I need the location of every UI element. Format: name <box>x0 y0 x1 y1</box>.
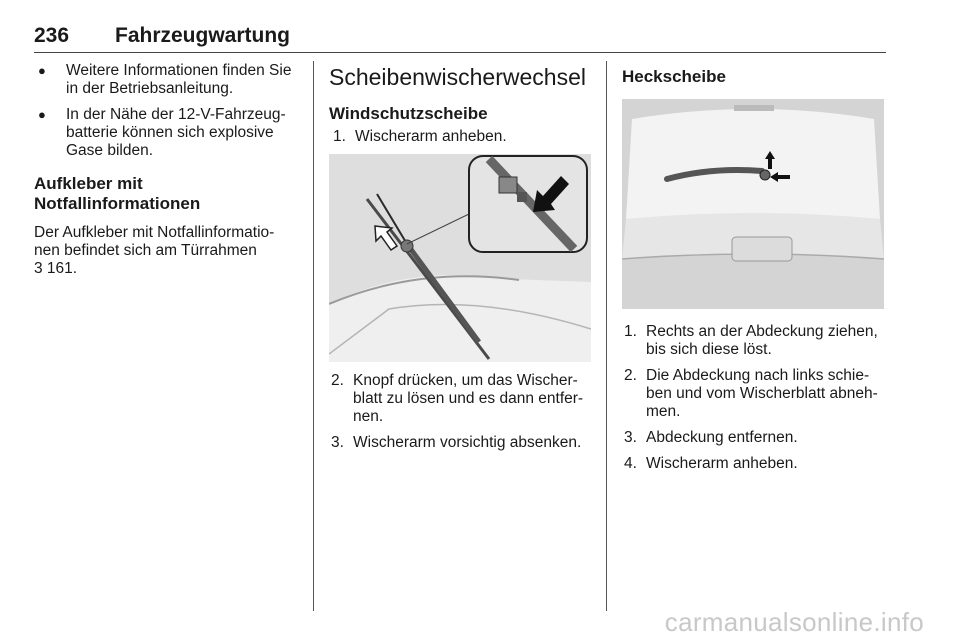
wiper-change-title: Scheibenwischerwechsel <box>329 64 586 90</box>
step-item <box>622 323 886 359</box>
column-right <box>622 62 886 481</box>
page-number: 236 <box>34 24 70 47</box>
step-text: Wischerarm vorsichtig absenken. <box>353 434 582 451</box>
rear-wiper-illustration <box>622 99 884 309</box>
bullet-text: In der Nähe der 12-V-Fahrzeug-batterie können sich explosive Gase bilden. <box>66 106 286 159</box>
para-line: nen befindet sich am Türrahmen <box>34 242 257 259</box>
para-line: Der Aufkleber mit Notfallinformatio- <box>34 224 275 241</box>
watermark: carmanualsonline.info <box>664 607 924 637</box>
step-number: 4. <box>624 455 637 472</box>
step-item <box>329 434 591 452</box>
bullet-dot: ● <box>38 107 46 122</box>
bullet-dot: ● <box>38 63 46 78</box>
section-title: Fahrzeugwartung <box>115 24 291 47</box>
step-text: Abdeckung entfernen. <box>646 429 798 446</box>
column-middle <box>329 62 591 460</box>
page-header <box>34 24 886 52</box>
step-number: 1. <box>333 128 346 145</box>
windshield-subtitle: Windschutzscheibe <box>329 104 488 123</box>
column-divider-2 <box>606 61 607 611</box>
step-item <box>622 429 886 447</box>
subhead-line: Aufkleber mit <box>34 174 143 193</box>
bullet-item <box>34 106 300 160</box>
step-text: Rechts an der Abdeckung ziehen, bis sich diese löst. <box>646 323 878 358</box>
step-text: Wischerarm anheben. <box>646 455 798 472</box>
step-number: 3. <box>331 434 344 451</box>
windshield-wiper-illustration <box>329 154 591 362</box>
step-item <box>331 128 591 146</box>
step-number: 2. <box>331 372 344 389</box>
step-number: 3. <box>624 429 637 446</box>
rear-window-subtitle: Heckscheibe <box>622 67 726 86</box>
bullet-item <box>34 62 300 98</box>
step-text: Knopf drücken, um das Wischer-blatt zu lösen und es dann entfer-nen. <box>353 372 584 425</box>
step-number: 1. <box>624 323 637 340</box>
step-text: Die Abdeckung nach links schie-ben und vom Wischerblatt abneh-men. <box>646 367 878 420</box>
subhead-emergency-sticker <box>34 174 300 214</box>
page-reference-link[interactable]: 3 161. <box>34 260 78 277</box>
header-rule <box>34 52 886 53</box>
column-left <box>34 62 300 278</box>
step-item <box>622 455 886 473</box>
sticker-paragraph <box>34 224 300 278</box>
step-item <box>329 372 591 426</box>
step-text: Wischerarm anheben. <box>355 128 507 145</box>
step-item <box>622 367 886 421</box>
subhead-line: Notfallinformationen <box>34 194 201 213</box>
column-divider-1 <box>313 61 314 611</box>
step-number: 2. <box>624 367 637 384</box>
bullet-text: Weitere Informationen finden Sie in der Betriebsanleitung. <box>66 62 292 97</box>
